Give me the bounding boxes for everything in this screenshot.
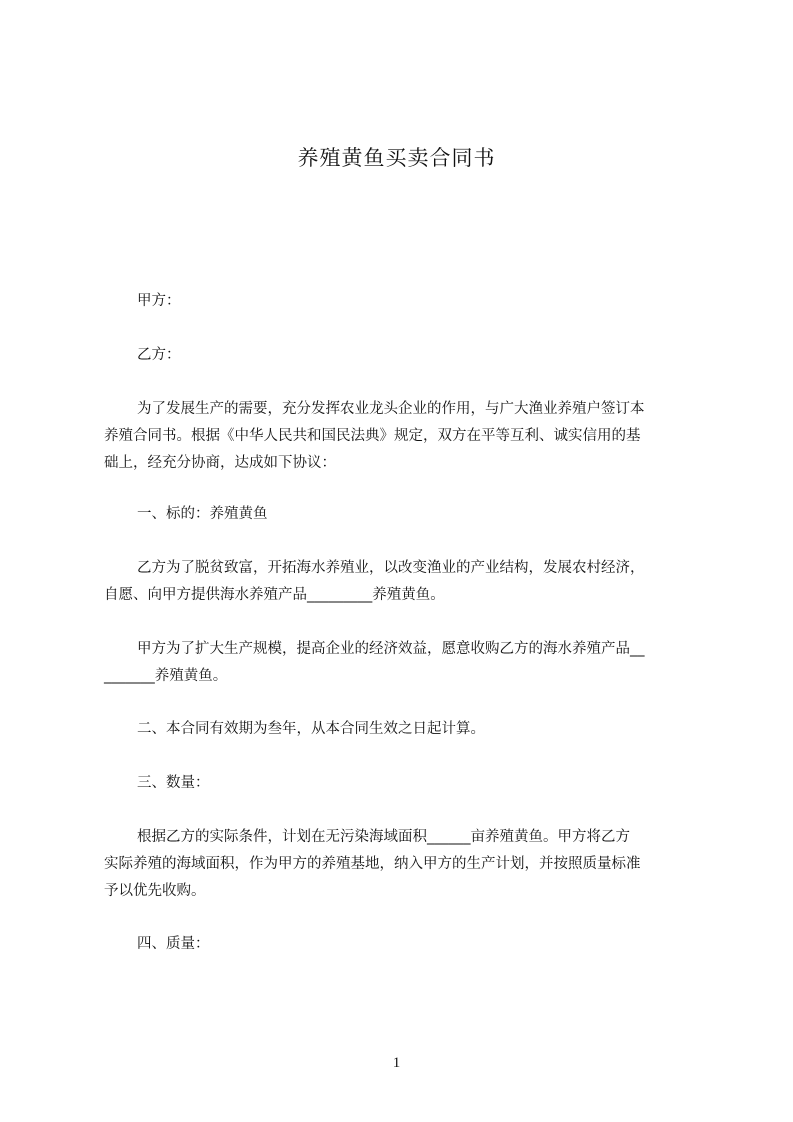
section-4-heading: 四、质量： — [137, 936, 210, 952]
section-2-text: 二、本合同有效期为叁年，从本合同生效之日起计算。 — [137, 721, 485, 737]
section-3-line-2: 实际养殖的海域面积，作为甲方的养殖基地，纳入甲方的生产计划，并按照质量标准 — [104, 856, 641, 872]
section-3-line-3: 予以优先收购。 — [104, 883, 206, 899]
section-3-line-1: 根据乙方的实际条件，计划在无污染海域面积______亩养殖黄鱼。甲方将乙方 — [137, 829, 630, 845]
party-a-label: 甲方： — [137, 293, 181, 309]
page-number: 1 — [392, 1055, 401, 1071]
intro-line-2: 养殖合同书。根据《中华人民共和国民法典》规定，双方在平等互利、诚实信用的基 — [104, 428, 641, 444]
section-1-para-1-line-1: 乙方为了脱贫致富，开拓海水养殖业，以改变渔业的产业结构，发展农村经济， — [137, 560, 645, 576]
section-1-para-2-line-2: _______养殖黄鱼。 — [104, 668, 228, 684]
section-1-para-2-line-1: 甲方为了扩大生产规模，提高企业的经济效益，愿意收购乙方的海水养殖产品__ — [137, 641, 645, 657]
section-3-heading: 三、数量： — [137, 775, 210, 791]
intro-line-1: 为了发展生产的需要，充分发挥农业龙头企业的作用，与广大渔业养殖户签订本 — [137, 401, 645, 417]
intro-line-3: 础上，经充分协商，达成如下协议： — [104, 455, 336, 471]
party-b-label: 乙方： — [137, 347, 181, 363]
section-1-heading: 一、标的：养殖黄鱼 — [137, 506, 268, 522]
document-title: 养殖黄鱼买卖合同书 — [297, 146, 496, 170]
section-1-para-1-line-2: 自愿、向甲方提供海水养殖产品_________养殖黄鱼。 — [104, 587, 445, 603]
